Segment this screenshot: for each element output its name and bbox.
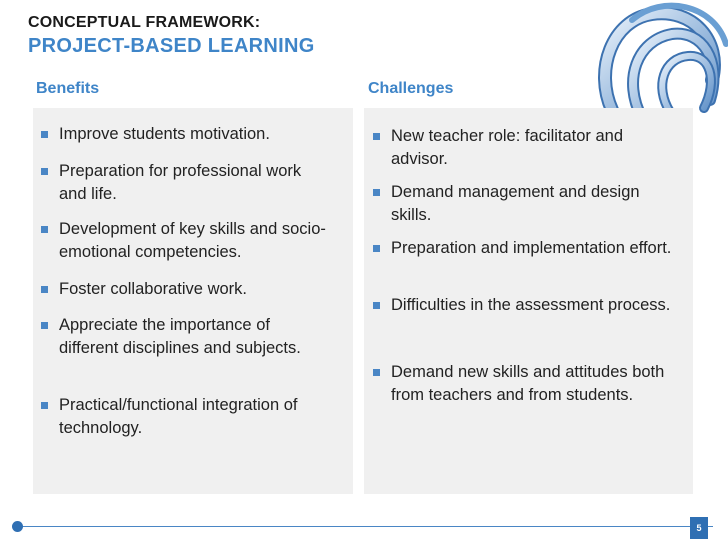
list-item	[369, 181, 651, 227]
footer-rule	[19, 526, 713, 527]
list-item	[37, 218, 349, 264]
list-item-text: Appreciate the importance of different disciplines and subjects.	[59, 316, 301, 357]
bullet-square-icon	[41, 286, 48, 293]
bullet-square-icon	[373, 189, 380, 196]
benefits-panel	[33, 108, 353, 494]
benefits-heading: Benefits	[36, 80, 100, 97]
bullet-square-icon	[41, 168, 48, 175]
list-item	[369, 125, 681, 171]
list-item-text: Demand management and design skills.	[391, 183, 640, 224]
list-item	[37, 394, 344, 440]
list-item	[37, 160, 329, 206]
list-item	[37, 314, 324, 360]
footer-dot-icon	[12, 521, 23, 532]
list-item	[369, 294, 681, 317]
list-item	[37, 278, 339, 301]
list-item-text: Preparation for professional work and life.	[59, 162, 302, 203]
list-item-text: Preparation and implementation effort.	[391, 239, 672, 257]
list-item-text: Improve students motivation.	[59, 125, 270, 143]
bullet-square-icon	[373, 133, 380, 140]
bullet-square-icon	[373, 369, 380, 376]
challenges-heading: Challenges	[368, 80, 454, 97]
list-item	[369, 237, 681, 260]
page-title: PROJECT-BASED LEARNING	[28, 35, 315, 57]
list-item-text: Foster collaborative work.	[59, 280, 247, 298]
bullet-square-icon	[373, 302, 380, 309]
list-item-text: New teacher role: facilitator and advisor.	[391, 127, 624, 168]
list-item-text: Difficulties in the assessment process.	[391, 296, 671, 314]
page-number: 5	[690, 517, 708, 539]
title-line-1: CONCEPTUAL FRAMEWORK:	[28, 14, 261, 31]
bullet-square-icon	[41, 322, 48, 329]
list-item-text: Development of key skills and socio-emotional competencies.	[59, 220, 326, 261]
bullet-square-icon	[41, 226, 48, 233]
bullet-square-icon	[41, 402, 48, 409]
challenges-panel	[364, 108, 693, 494]
list-item-text: Demand new skills and attitudes both from teachers and from students.	[391, 363, 665, 404]
list-item-text: Practical/functional integration of technology.	[59, 396, 298, 437]
list-item	[37, 123, 339, 146]
list-item	[369, 361, 691, 407]
bullet-square-icon	[41, 131, 48, 138]
bullet-square-icon	[373, 245, 380, 252]
